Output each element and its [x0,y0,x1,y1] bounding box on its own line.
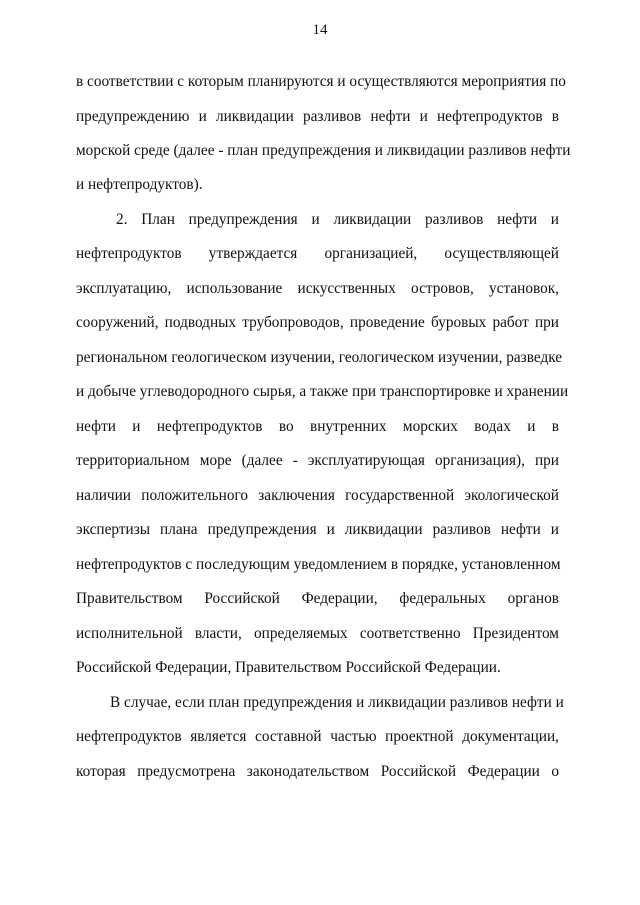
paragraph-1-line-2: предупреждению и ликвидации разливов нефти и нефтепродуктов в [76,108,559,125]
paragraph-2-line-2: нефтепродуктов утверждается организацией, осуществляющей [76,245,559,262]
paragraph-2-line-5: региональном геологическом изучении, геологическом изучении, разведке [76,349,563,366]
paragraph-2-line-8: территориальном море (далее - эксплуатирующая организация), при [76,452,559,469]
paragraph-1-line-3: морской среде (далее - план предупреждения и ликвидации разливов нефти [76,142,571,159]
paragraph-2-line-3: эксплуатацию, использование искусственных островов, установок, [76,280,559,297]
paragraph-2-line-7: нефти и нефтепродуктов во внутренних морских водах и в [76,418,559,435]
paragraph-2-line-12: Правительством Российской Федерации, федеральных органов [76,590,559,607]
paragraph-2-line-9: наличии положительного заключения государственной экологической [76,487,559,504]
paragraph-1-line-4: и нефтепродуктов). [76,176,203,193]
paragraph-2-line-1: 2. План предупреждения и ликвидации разливов нефти и [116,211,559,228]
paragraph-2-line-14: Российской Федерации, Правительством Российской Федерации. [76,659,501,676]
paragraph-3-line-2: нефтепродуктов является составной частью проектной документации, [76,728,559,745]
paragraph-2-line-10: экспертизы плана предупреждения и ликвидации разливов нефти и [76,521,559,538]
paragraph-2-line-4: сооружений, подводных трубопроводов, проведение буровых работ при [76,314,559,331]
paragraph-2-line-11: нефтепродуктов с последующим уведомлением в порядке, установленном [76,556,561,573]
page-number: 14 [312,22,328,38]
paragraph-2-line-6: и добыче углеводородного сырья, а также при транспортировке и хранении [76,383,569,400]
paragraph-3-line-1: В случае, если план предупреждения и ликвидации разливов нефти и [110,694,564,711]
paragraph-1-line-1: в соответствии с которым планируются и осуществляются мероприятия по [76,73,566,90]
paragraph-2-line-13: исполнительной власти, определяемых соответственно Президентом [76,625,559,642]
paragraph-3-line-3: которая предусмотрена законодательством Российской Федерации о [76,763,559,780]
